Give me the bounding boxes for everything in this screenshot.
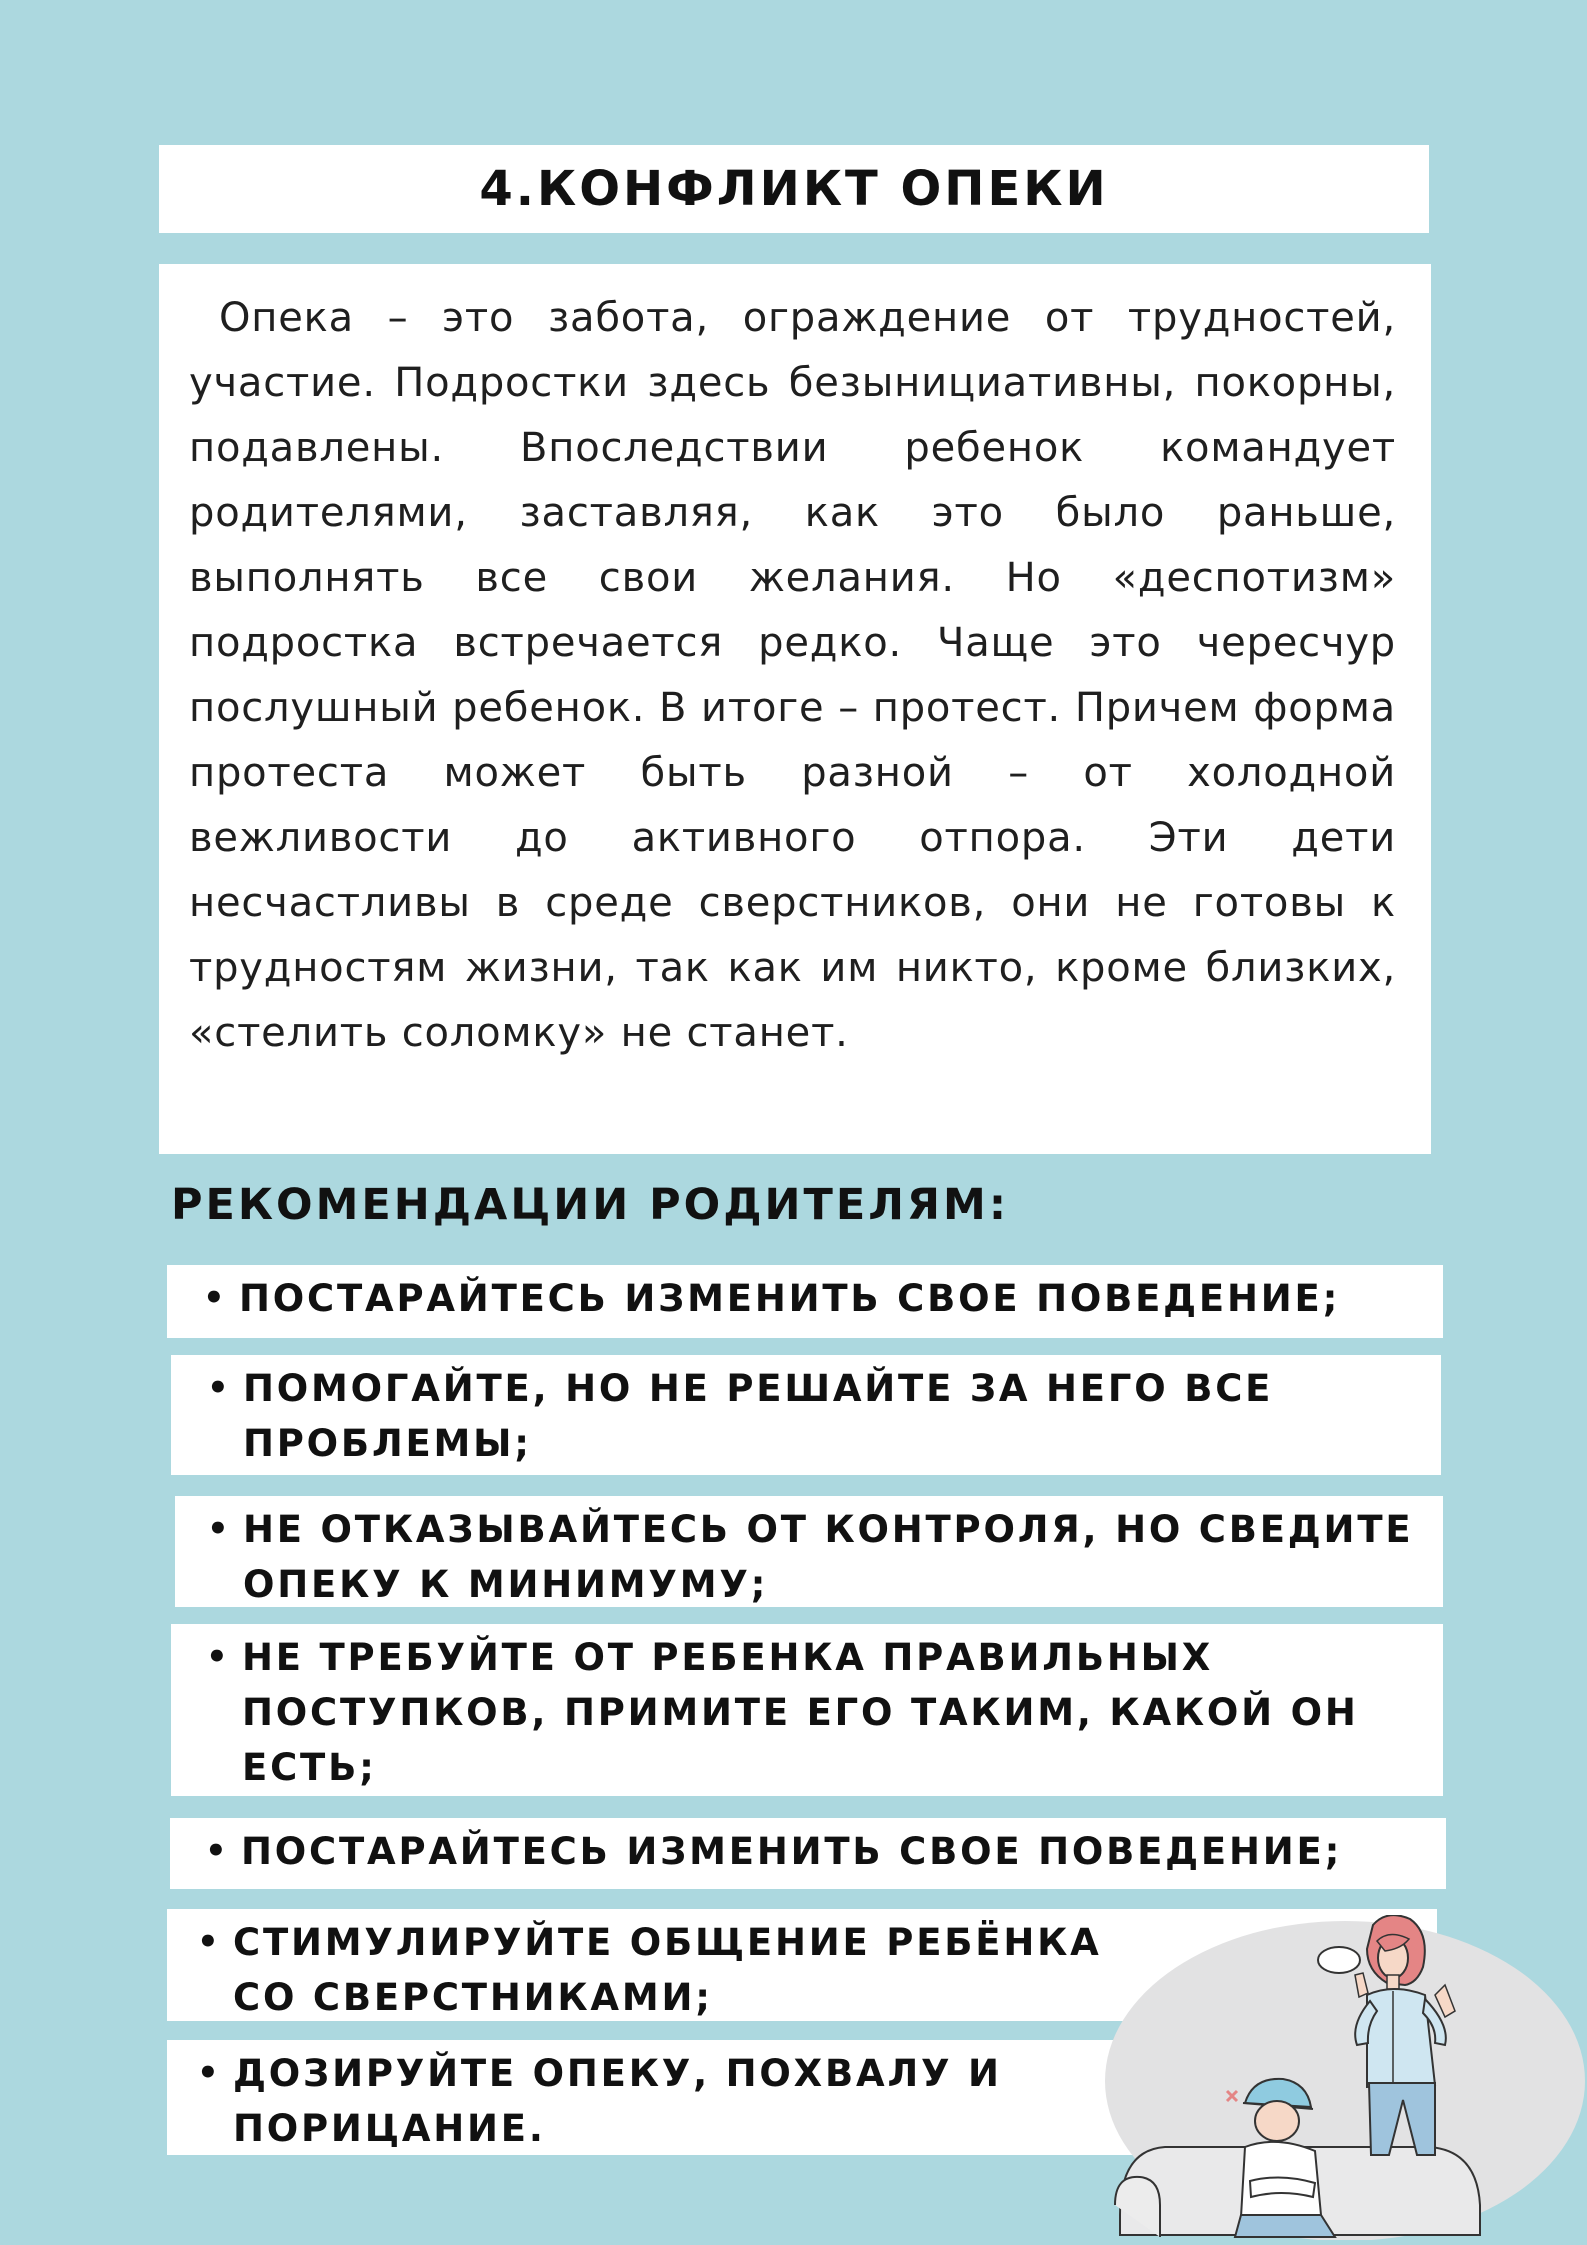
recommendation-item bbox=[171, 1361, 1287, 1471]
bullet-icon: • bbox=[197, 1922, 222, 1962]
description-panel bbox=[159, 264, 1431, 1154]
recommendation-text: ПОСТАРАЙТЕСЬ ИЗМЕНИТЬ СВОЕ ПОВЕДЕНИЕ; bbox=[241, 1830, 1343, 1873]
recommendation-text: НЕ ОТКАЗЫВАЙТЕСЬ ОТ КОНТРОЛЯ, НО СВЕДИТЕ ОПЕКУ К МИНИМУМУ; bbox=[243, 1508, 1414, 1606]
recommendations-heading: РЕКОМЕНДАЦИИ РОДИТЕЛЯМ: bbox=[171, 1180, 1010, 1230]
recommendation-item bbox=[170, 1824, 1446, 1879]
recommendation-text: СТИМУЛИРУЙТЕ ОБЩЕНИЕ РЕБЁНКА СО СВЕРСТНИКАМИ; bbox=[233, 1921, 1102, 2019]
recommendation-item bbox=[167, 1915, 1177, 2025]
bullet-icon: • bbox=[205, 1831, 230, 1871]
bullet-icon: • bbox=[203, 1278, 228, 1318]
bullet-icon: • bbox=[207, 1368, 232, 1408]
bullet-icon: • bbox=[207, 1509, 232, 1549]
recommendation-text: ПОСТАРАЙТЕСЬ ИЗМЕНИТЬ СВОЕ ПОВЕДЕНИЕ; bbox=[239, 1277, 1341, 1320]
recommendation-item bbox=[171, 1630, 1386, 1795]
recommendation-text: ДОЗИРУЙТЕ ОПЕКУ, ПОХВАЛУ И ПОРИЦАНИЕ. bbox=[233, 2052, 1002, 2150]
recommendation-item bbox=[167, 1271, 1443, 1326]
recommendation-box-4 bbox=[171, 1624, 1443, 1796]
recommendation-box-3 bbox=[175, 1496, 1443, 1607]
title-panel bbox=[159, 145, 1429, 233]
recommendation-text: НЕ ТРЕБУЙТЕ ОТ РЕБЕНКА ПРАВИЛЬНЫХ ПОСТУПКОВ, ПРИМИТЕ ЕГО ТАКИМ, КАКОЙ ОН ЕСТЬ; bbox=[242, 1636, 1359, 1789]
recommendation-item bbox=[167, 2046, 1057, 2156]
parent-scolding-teen-illustration bbox=[1105, 1915, 1585, 2240]
recommendation-text: ПОМОГАЙТЕ, НО НЕ РЕШАЙТЕ ЗА НЕГО ВСЕ ПРОБЛЕМЫ; bbox=[243, 1367, 1274, 1465]
bullet-icon: • bbox=[197, 2053, 222, 2093]
description-text: Опека – это забота, ограждение от трудностей, участие. Подростки здесь безынициативны, покорны, подавлены. Впоследствии ребенок командует родителями, заставляя, как это было раньше, выполнять все свои желания. Но «деспотизм» подростка встречается редко. Чаще это чересчур послушный ребенок. В итоге – протест. Причем форма протеста может быть разной – от холодной вежливости до активного отпора. Эти дети несчастливы в среде сверстников, они не готовы к трудностям жизни, так как им никто, кроме близких, «стелить соломку» не станет. bbox=[189, 295, 1396, 1056]
recommendation-box-2 bbox=[171, 1355, 1441, 1475]
page-title: 4.КОНФЛИКТ ОПЕКИ bbox=[479, 161, 1109, 217]
recommendation-box-1 bbox=[167, 1265, 1443, 1338]
bullet-icon: • bbox=[206, 1637, 231, 1677]
recommendation-item bbox=[175, 1502, 1443, 1612]
recommendation-box-5 bbox=[170, 1818, 1446, 1889]
